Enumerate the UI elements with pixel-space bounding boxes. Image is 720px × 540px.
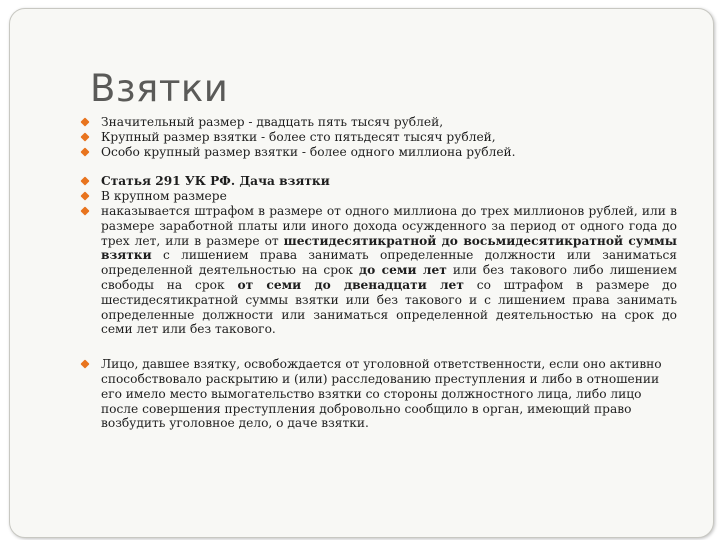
- text-fragment: наказывается штрафом в размере от одного миллиона до трех миллионов рублей, или в размере заработной платы или иного дохода осужденного за период от одного года до трех лет, или в размере от: [101, 203, 677, 248]
- bold-text-fragment: до семи лет: [359, 263, 447, 278]
- list-item-text: В крупном размере: [101, 189, 227, 204]
- list-item-text: Значительный размер - двадцать пять тысяч рублей,: [101, 115, 444, 129]
- list-item: [81, 115, 677, 130]
- diamond-bullet-icon: [80, 206, 89, 215]
- list-item: [81, 204, 677, 337]
- diamond-bullet-icon: [80, 192, 89, 201]
- list-item-text: Лицо, давшее взятку, освобождается от уголовной ответственности, если оно активно способствовало раскрытию и (или) расследованию преступления и либо в отношении его имело место вымогательство взятки со стороны должностного лица, либо лицо после совершения преступления добровольно сообщило в орган, имеющий право возбудить уголовное дело, о даче взятки.: [101, 357, 662, 431]
- list-item: [81, 189, 677, 204]
- diamond-bullet-icon: [80, 177, 89, 186]
- slide-title: Взятки: [90, 67, 229, 110]
- bold-text-fragment: шестидесятикратной до восьмидесятикратной суммы взятки: [101, 233, 677, 263]
- list-item: [81, 145, 677, 160]
- list-item: [81, 130, 677, 145]
- text-fragment: с лишением права занимать определенные должности или заниматься определенной деятельностью на срок: [101, 248, 677, 278]
- list-item-text: Статья 291 УК РФ. Дача взятки: [101, 174, 330, 189]
- list-item-text: Особо крупный размер взятки - более одного миллиона рублей.: [101, 144, 516, 159]
- diamond-bullet-icon: [80, 147, 89, 156]
- list-item-text: Крупный размер взятки - более сто пятьдесят тысяч рублей,: [101, 129, 496, 144]
- diamond-bullet-icon: [80, 360, 89, 369]
- list-item: [81, 174, 677, 189]
- bullet-list: [81, 115, 677, 431]
- diamond-bullet-icon: [80, 117, 89, 126]
- text-fragment: со штрафом в размере до шестидесятикратной суммы взятки или без такового и с лишением права занимать определенные должности или заниматься определенной деятельностью на срок до семи лет или без такового.: [101, 277, 678, 337]
- list-item: [81, 357, 677, 431]
- bold-text-fragment: от семи до двенадцати лет: [237, 277, 464, 292]
- text-fragment: или без такового либо лишением свободы на срок: [101, 263, 677, 292]
- diamond-bullet-icon: [80, 132, 89, 141]
